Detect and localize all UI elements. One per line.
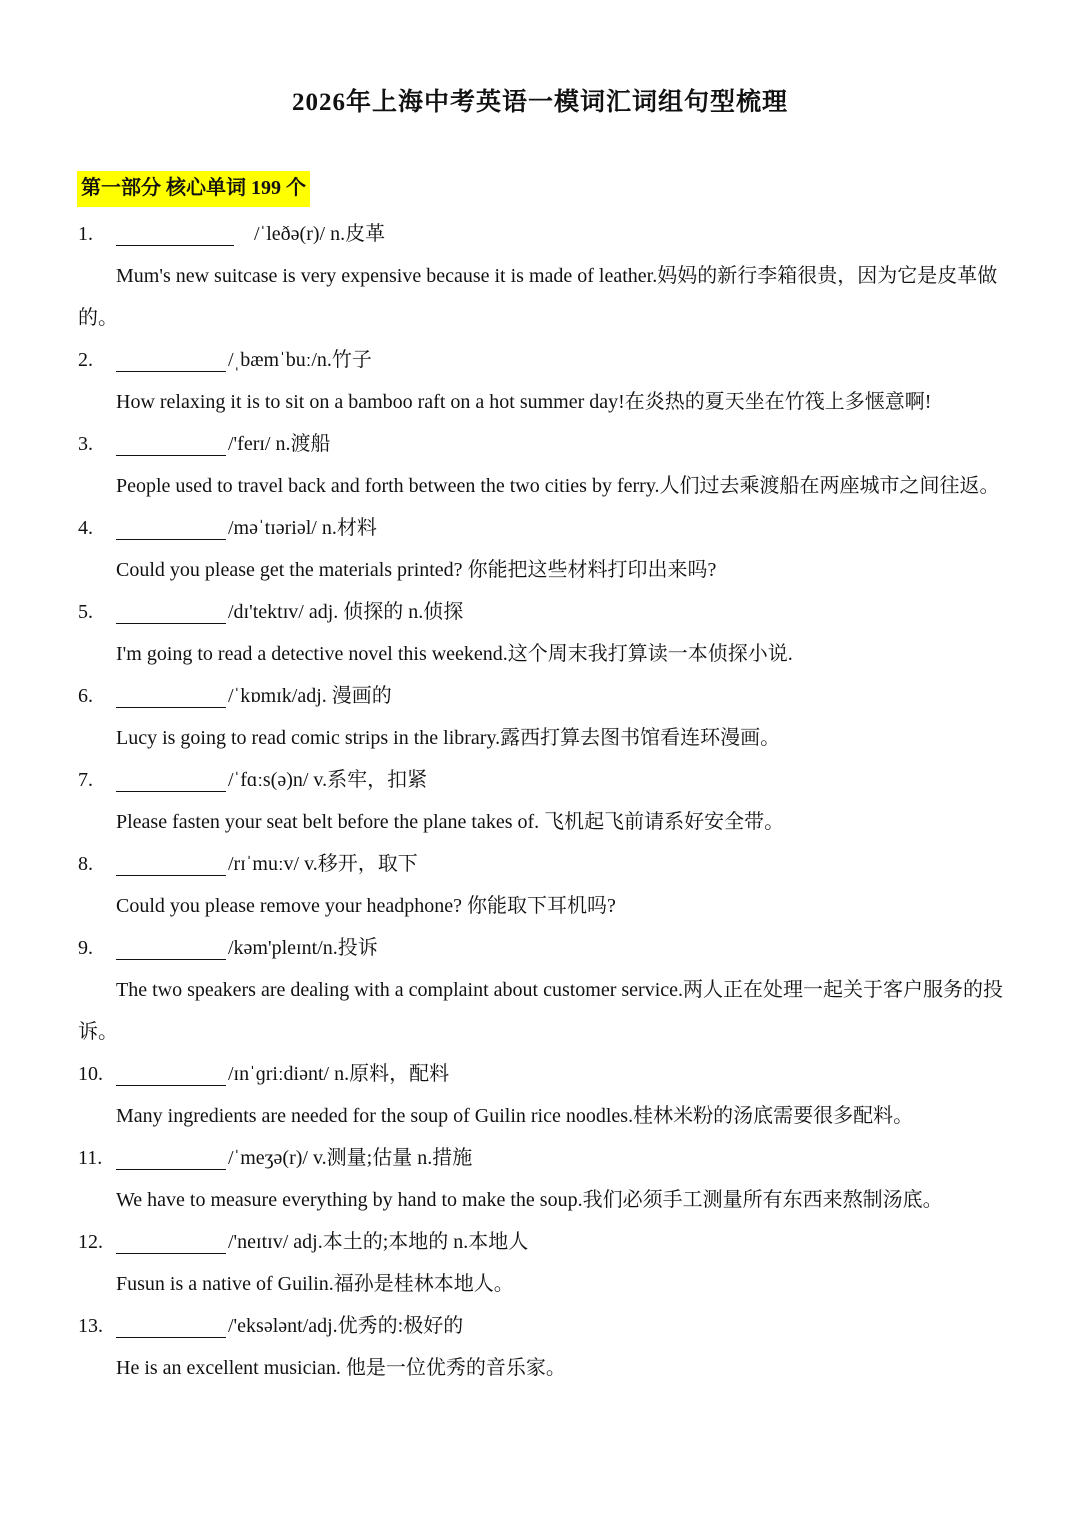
answer-blank	[116, 707, 226, 708]
entry-number: 2.	[78, 349, 93, 371]
entry-definition: /'ferɪ/ n.渡船	[228, 433, 331, 455]
example-sentence: We have to measure everything by hand to make the soup.我们必须手工测量所有东西来熬制汤底。	[116, 1189, 943, 1211]
example-sentence: Fusun is a native of Guilin.福孙是桂林本地人。	[116, 1273, 514, 1295]
entry-definition: /'neɪtɪv/ adj.本土的;本地的 n.本地人	[228, 1231, 529, 1253]
answer-blank	[116, 1253, 226, 1254]
answer-blank	[116, 539, 226, 540]
example-sentence: The two speakers are dealing with a complaint about customer service.两人正在处理一起关于客户服务的投诉。	[78, 979, 1004, 1043]
entry-number: 12.	[78, 1231, 103, 1253]
example-sentence: Please fasten your seat belt before the plane takes of. 飞机起飞前请系好安全带。	[116, 811, 785, 833]
entry-definition: /ˈleðə(r)/ n.皮革	[254, 223, 386, 245]
answer-blank	[116, 1085, 226, 1086]
vocab-entry	[0, 675, 1080, 759]
vocab-entry	[0, 507, 1080, 591]
vocab-entry	[0, 423, 1080, 507]
vocab-entry	[0, 1053, 1080, 1137]
example-sentence: How relaxing it is to sit on a bamboo raft on a hot summer day!在炎热的夏天坐在竹筏上多惬意啊!	[116, 391, 932, 413]
answer-blank	[116, 623, 226, 624]
entry-number: 3.	[78, 433, 93, 455]
entry-number: 11.	[78, 1147, 103, 1169]
entry-number: 4.	[78, 517, 93, 539]
example-sentence: People used to travel back and forth between the two cities by ferry.人们过去乘渡船在两座城市之间往返。	[116, 475, 1000, 497]
answer-blank	[116, 1169, 226, 1170]
page-title: 2026年上海中考英语一模词汇词组句型梳理	[291, 89, 788, 116]
entry-definition: /ˈmeʒə(r)/ v.测量;估量 n.措施	[228, 1147, 473, 1169]
answer-blank	[116, 875, 226, 876]
example-sentence: Could you please remove your headphone? 你能取下耳机吗?	[116, 895, 616, 917]
vocabulary-list	[0, 213, 1080, 1389]
example-sentence: Could you please get the materials printed? 你能把这些材料打印出来吗?	[116, 559, 717, 581]
entry-number: 10.	[78, 1063, 103, 1085]
entry-definition: /dɪ'tektɪv/ adj. 侦探的 n.侦探	[228, 601, 464, 623]
answer-blank	[116, 959, 226, 960]
vocab-entry	[0, 1221, 1080, 1305]
vocab-entry	[0, 213, 1080, 339]
entry-definition: /ˈfɑːs(ə)n/ v.系牢，扣紧	[228, 769, 428, 791]
entry-number: 13.	[78, 1315, 103, 1337]
entry-number: 6.	[78, 685, 93, 707]
example-sentence: Lucy is going to read comic strips in the library.露西打算去图书馆看连环漫画。	[116, 727, 781, 749]
entry-number: 5.	[78, 601, 93, 623]
entry-definition: /məˈtɪəriəl/ n.材料	[228, 517, 377, 539]
answer-blank	[116, 371, 226, 372]
entry-number: 1.	[78, 223, 93, 245]
entry-definition: /ˈkɒmɪk/adj. 漫画的	[228, 685, 392, 707]
answer-blank	[116, 245, 234, 246]
entry-definition: /ɪnˈɡriːdiənt/ n.原料，配料	[228, 1063, 450, 1085]
vocab-entry	[0, 1305, 1080, 1389]
example-sentence: He is an excellent musician. 他是一位优秀的音乐家。	[116, 1357, 566, 1379]
example-sentence: I'm going to read a detective novel this weekend.这个周末我打算读一本侦探小说.	[116, 643, 793, 665]
vocab-entry	[0, 759, 1080, 843]
entry-number: 7.	[78, 769, 93, 791]
answer-blank	[116, 791, 226, 792]
entry-number: 8.	[78, 853, 93, 875]
section-heading: 第一部分 核心单词 199 个	[77, 171, 310, 207]
entry-definition: /kəm'pleɪnt/n.投诉	[228, 937, 378, 959]
entry-definition: /ˌbæmˈbuː/n.竹子	[228, 349, 372, 371]
vocab-entry	[0, 339, 1080, 423]
answer-blank	[116, 1337, 226, 1338]
vocab-entry	[0, 1137, 1080, 1221]
vocab-entry	[0, 843, 1080, 927]
vocab-entry	[0, 927, 1080, 1053]
answer-blank	[116, 455, 226, 456]
example-sentence: Mum's new suitcase is very expensive because it is made of leather.妈妈的新行李箱很贵，因为它是皮革做的。	[78, 265, 998, 329]
example-sentence: Many ingredients are needed for the soup of Guilin rice noodles.桂林米粉的汤底需要很多配料。	[116, 1105, 914, 1127]
entry-definition: /rɪˈmuːv/ v.移开，取下	[228, 853, 418, 875]
entry-definition: /'eksələnt/adj.优秀的:极好的	[228, 1315, 464, 1337]
vocab-entry	[0, 591, 1080, 675]
entry-number: 9.	[78, 937, 93, 959]
